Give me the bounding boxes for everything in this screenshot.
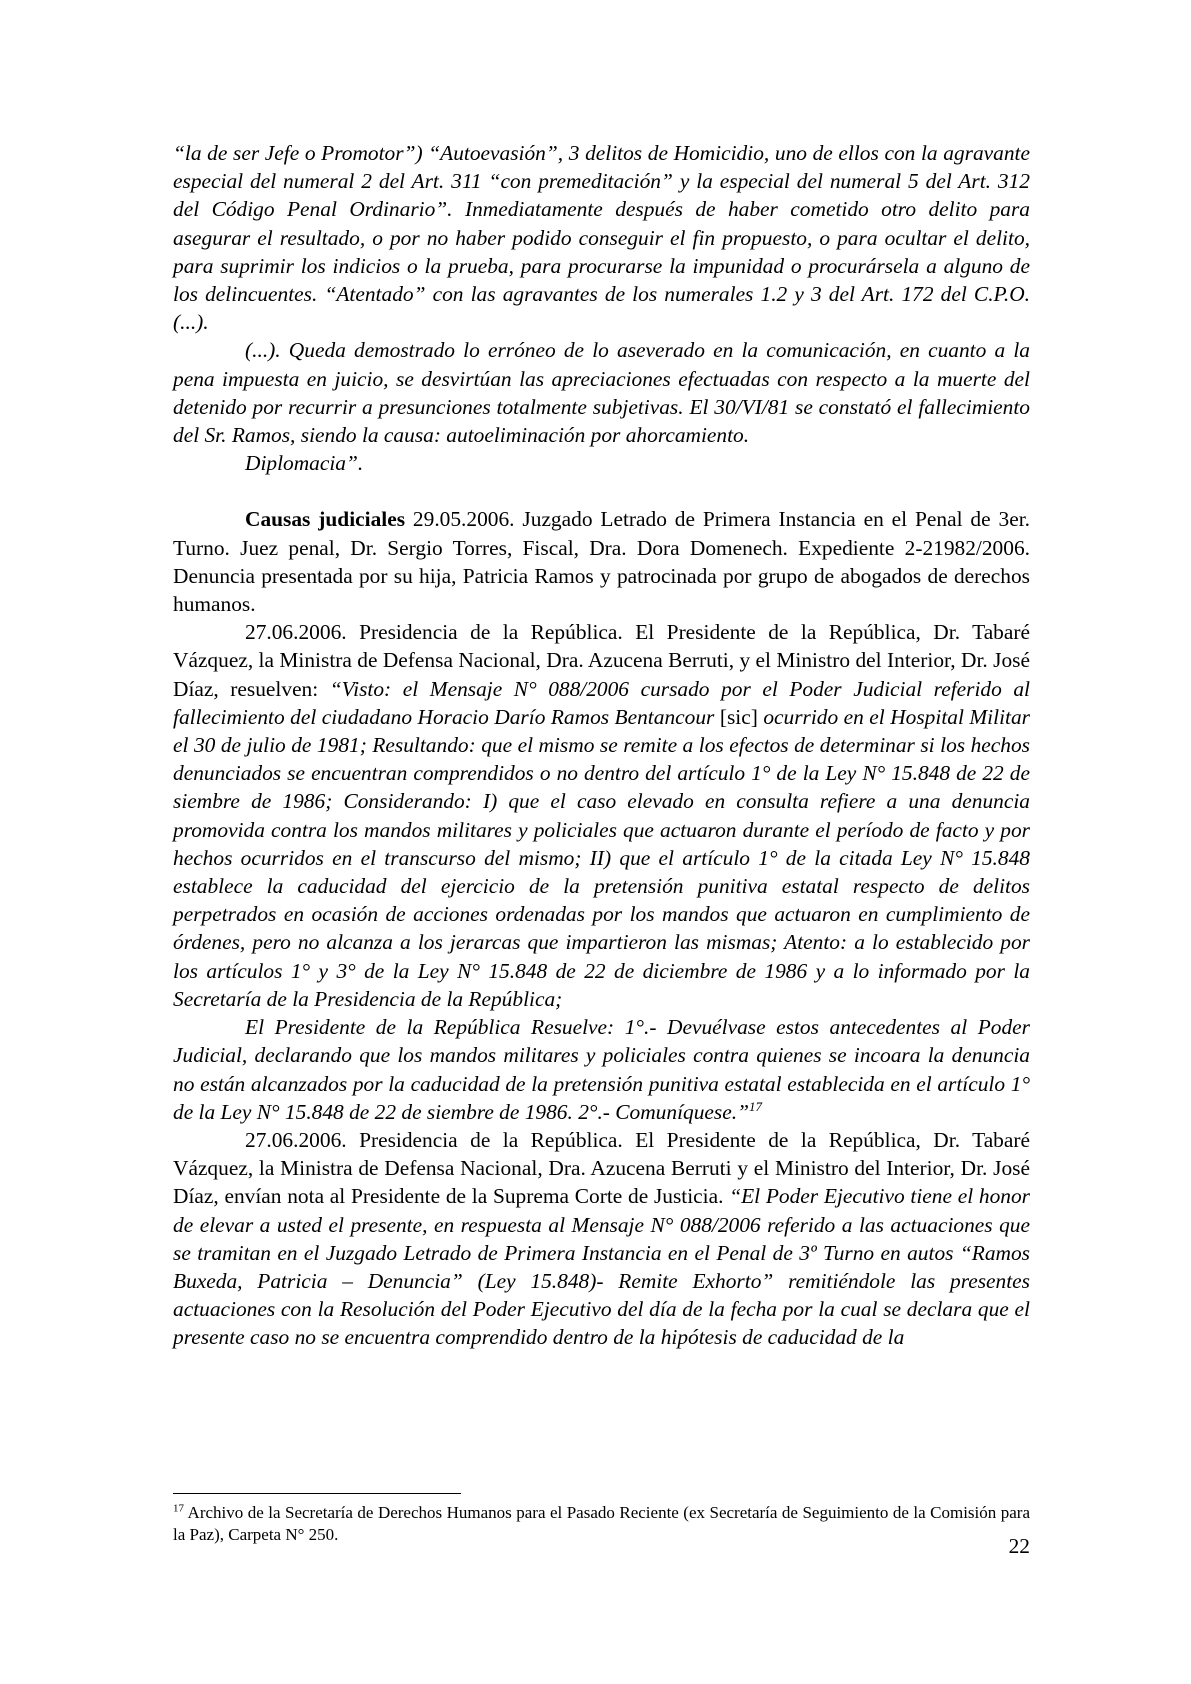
paragraph-quote-conclusion: (...). Queda demostrado lo erróneo de lo aseverado en la comunicación, en cuanto a la pena impuesta en juicio, se desvirtúan las apreciaciones efectuadas con respecto a la muerte del detenido por recurrir a presunciones totalmente subjetivas. El 30/VI/81 se constató el fallecimiento del Sr. Ramos, siendo la causa: autoeliminación por ahorcamiento. bbox=[173, 338, 1030, 448]
paragraph-quote-charges: “la de ser Jefe o Promotor”) “Autoevasión”, 3 delitos de Homicidio, uno de ellos con la agravante especial del numeral 2 del Art. 311 “con premeditación” y la especial del numeral 5 del Art. 312 del Código Penal Ordinario”. Inmediatamente después de haber cometido otro delito para asegurar el resultado, o por no haber podido conseguir el fin propuesto, o para ocultar el delito, para suprimir los indicios o la prueba, para procurarse la impunidad o procurársela a alguno de los delincuentes. “Atentado” con las agravantes de los numerales 1.2 y 3 del Art. 172 del C.P.O. (...). bbox=[173, 141, 1030, 335]
judicial-causes-text: 29.05.2006. Juzgado Letrado de Primera Instancia en el Penal de 3er. Turno. Juez penal, Dr. Sergio Torres, Fiscal, Dra. Dora Domenech. Expediente 2-21982/2006. Denuncia presentada por su hija, Patricia Ramos y patrocinada por grupo de abogados de derechos humanos. bbox=[173, 507, 1030, 617]
paragraph-presidency-note bbox=[173, 1126, 1030, 1352]
footnote-reference[interactable]: 17 bbox=[748, 1098, 762, 1114]
sic-mark: [sic] bbox=[714, 704, 764, 729]
footnote-divider bbox=[173, 1493, 461, 1494]
note-intro: 27.06.2006. Presidencia de la República. El Presidente de la República, Dr. Tabaré Vázquez, la Ministra de Defensa Nacional, Dra. Azucena Berruti y el Ministro del Interior, Dr. José Díaz, envían nota al Presidente de la Suprema Corte de Justicia. bbox=[173, 1127, 1030, 1209]
paragraph-quote-signature: Diplomacia”. bbox=[245, 451, 364, 476]
footnote-number: 17 bbox=[173, 1502, 184, 1515]
page-number: 22 bbox=[1008, 1534, 1030, 1558]
resolves-text: El Presidente de la República Resuelve: 1°.- Devuélvase estos antecedentes al Poder Judicial, declarando que los mandos militares y policiales contra quienes se incoara la denuncia no están alcanzados por la caducidad de la pretensión punitiva estatal establecida en el artículo 1° de la Ley N° 15.848 de 22 de siembre de 1986. 2°.- Comuníquese.” bbox=[173, 1015, 1030, 1124]
paragraph-president-resolves bbox=[173, 1013, 1030, 1126]
resolution-quote-a: “Visto: el Mensaje N° 088/2006 cursado por el Poder Judicial referido al fallecimiento del ciudadano Horacio Darío Ramos Bentancour bbox=[173, 676, 1031, 729]
paragraph-judicial-causes bbox=[173, 505, 1030, 618]
resolution-intro: 27.06.2006. Presidencia de la República. El Presidente de la República, Dr. Tabaré Vázquez, la Ministra de Defensa Nacional, Dra. Azucena Berruti, y el Ministro del Interior, Dr. José Díaz, resuelven: bbox=[173, 620, 1030, 701]
note-quote: “El Poder Ejecutivo tiene el honor de elevar a usted el presente, en respuesta al Mensaje N° 088/2006 referido a las actuaciones que se tramitan en el Juzgado Letrado de Primera Instancia en el Penal de 3º Turno en autos “Ramos Buxeda, Patricia – Denuncia” (Ley 15.848)- Remite Exhorto” remitiéndole las presentes actuaciones con la Resolución del Poder Ejecutivo del día de la fecha por la cual se declara que el presente caso no se encuentra comprendido dentro de la hipótesis de caducidad de la bbox=[173, 1184, 1030, 1350]
section-heading-causas-judiciales: Causas judiciales bbox=[245, 507, 406, 532]
footnote-text: Archivo de la Secretaría de Derechos Humanos para el Pasado Reciente (ex Secretaría de Seguimiento de la Comisión para la Paz), Carpeta N° 250. bbox=[173, 1503, 1030, 1544]
footnote bbox=[173, 1502, 1030, 1546]
paragraph-gap bbox=[173, 477, 1030, 505]
body-text bbox=[173, 139, 1030, 1352]
paragraph-presidency-resolution bbox=[173, 618, 1030, 1013]
resolution-quote-b: ocurrido en el Hospital Militar el 30 de julio de 1981; Resultando: que el mismo se remite a los efectos de determinar si los hechos denunciados se encuentran comprendidos o no dentro del artículo 1° de la Ley N° 15.848 de 22 de siembre de 1986; Considerando: I) que el caso elevado en consulta refiere a una denuncia promovida contra los mandos militares y policiales que actuaron durante el período de facto y por hechos ocurridos en el transcurso del mismo; II) que el artículo 1° de la citada Ley N° 15.848 establece la caducidad del ejercicio de la pretensión punitiva estatal respecto de delitos perpetrados en ocasión de acciones ordenadas por los mandos que actuaron en cumplimiento de órdenes, pero no alcanza a los jerarcas que impartieron las mismas; Atento: a lo establecido por los artículos 1° y 3° de la Ley N° 15.848 de 22 de diciembre de 1986 y a lo informado por la Secretaría de la Presidencia de la República; bbox=[173, 704, 1030, 1011]
